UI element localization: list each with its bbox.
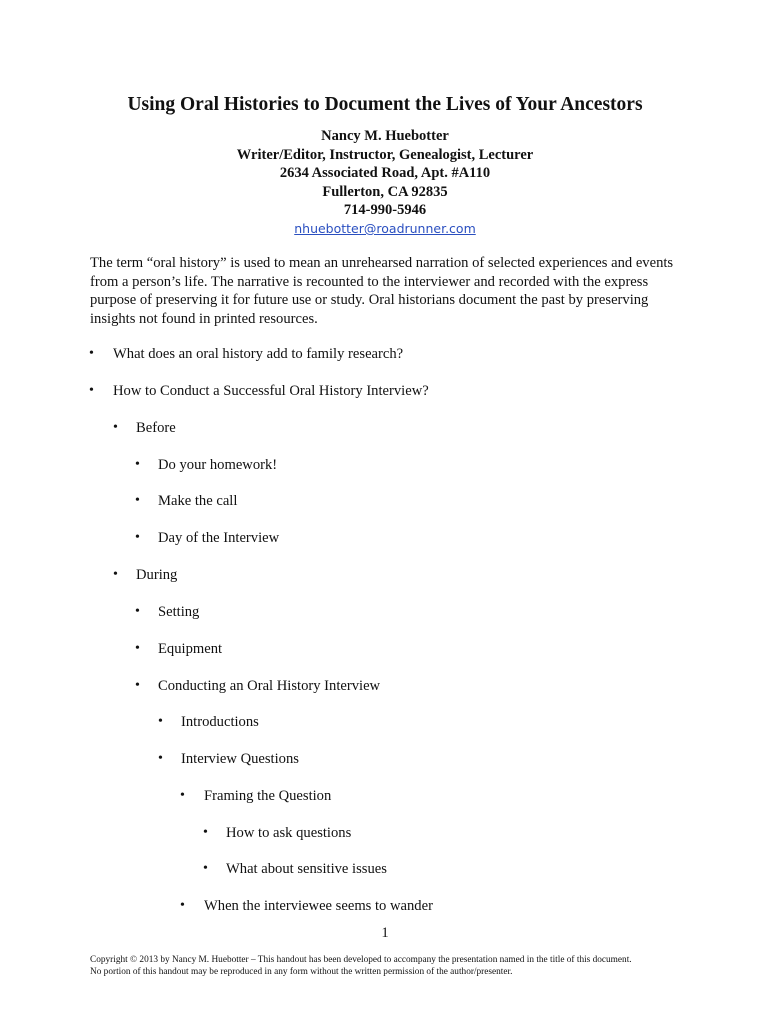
outline-item: Interview Questions [181,751,299,767]
footer-line: Copyright © 2013 by Nancy M. Huebotter – This handout has been developed to accompany the presentation named in the title of this document. [90,955,632,965]
outline-item: During [136,567,178,583]
outline-item: When the interviewee seems to wander [204,898,433,914]
author-address: 2634 Associated Road, Apt. #A110 [279,165,491,182]
bullet-marker: • [203,825,208,840]
outline-item: What does an oral history add to family research? [113,346,404,362]
author-city: Fullerton, CA 92835 [322,183,448,200]
outline-item: Equipment [158,641,223,657]
bullet-marker: • [135,604,140,619]
author-email-link[interactable]: nhuebotter@roadrunner.com [294,220,476,236]
bullet-marker: • [158,714,163,729]
outline-item: Day of the Interview [158,530,280,546]
footer-line: No portion of this handout may be reproduced in any form without the written permission of the author/presenter. [90,967,513,977]
outline-item: Before [136,420,176,436]
bullet-marker: • [89,383,94,398]
bullet-marker: • [135,457,140,472]
bullet-marker: • [158,751,163,766]
outline-item: Conducting an Oral History Interview [158,678,381,694]
bullet-marker: • [89,346,94,361]
author-roles: Writer/Editor, Instructor, Genealogist, Lecturer [236,146,534,163]
bullet-marker: • [135,530,140,545]
bullet-marker: • [180,788,185,803]
document-title: Using Oral Histories to Document the Lives of Your Ancestors [127,94,643,115]
bullet-marker: • [135,678,140,693]
author-phone: 714-990-5946 [343,202,427,219]
bullet-marker: • [113,567,118,582]
intro-paragraph [90,254,686,329]
bullet-marker: • [135,493,140,508]
bullet-marker: • [113,420,118,435]
author-name: Nancy M. Huebotter [321,128,449,144]
outline-item: Framing the Question [204,788,332,804]
outline-item: How to ask questions [226,825,352,841]
outline-item: Setting [158,604,200,620]
copyright-footer [90,954,700,978]
outline-item: What about sensitive issues [226,861,387,877]
author-block [0,127,770,239]
bullet-marker: • [180,898,185,913]
page-number: 1 [381,925,389,941]
outline-item: How to Conduct a Successful Oral History Interview? [113,383,429,399]
outline-item: Do your homework! [158,457,278,473]
bullet-marker: • [203,861,208,876]
intro-text: The term “oral history” is used to mean an unrehearsed narration of selected experiences and events from a person’s life. The narrative is recounted to the interviewer and recorded with the express purpose of preserving it for future use or study. Oral historians document the past by preserving insights not found in printed resources. [90,255,674,328]
outline-item: Introductions [181,714,259,730]
outline-item: Make the call [158,493,238,509]
bullet-marker: • [135,641,140,656]
